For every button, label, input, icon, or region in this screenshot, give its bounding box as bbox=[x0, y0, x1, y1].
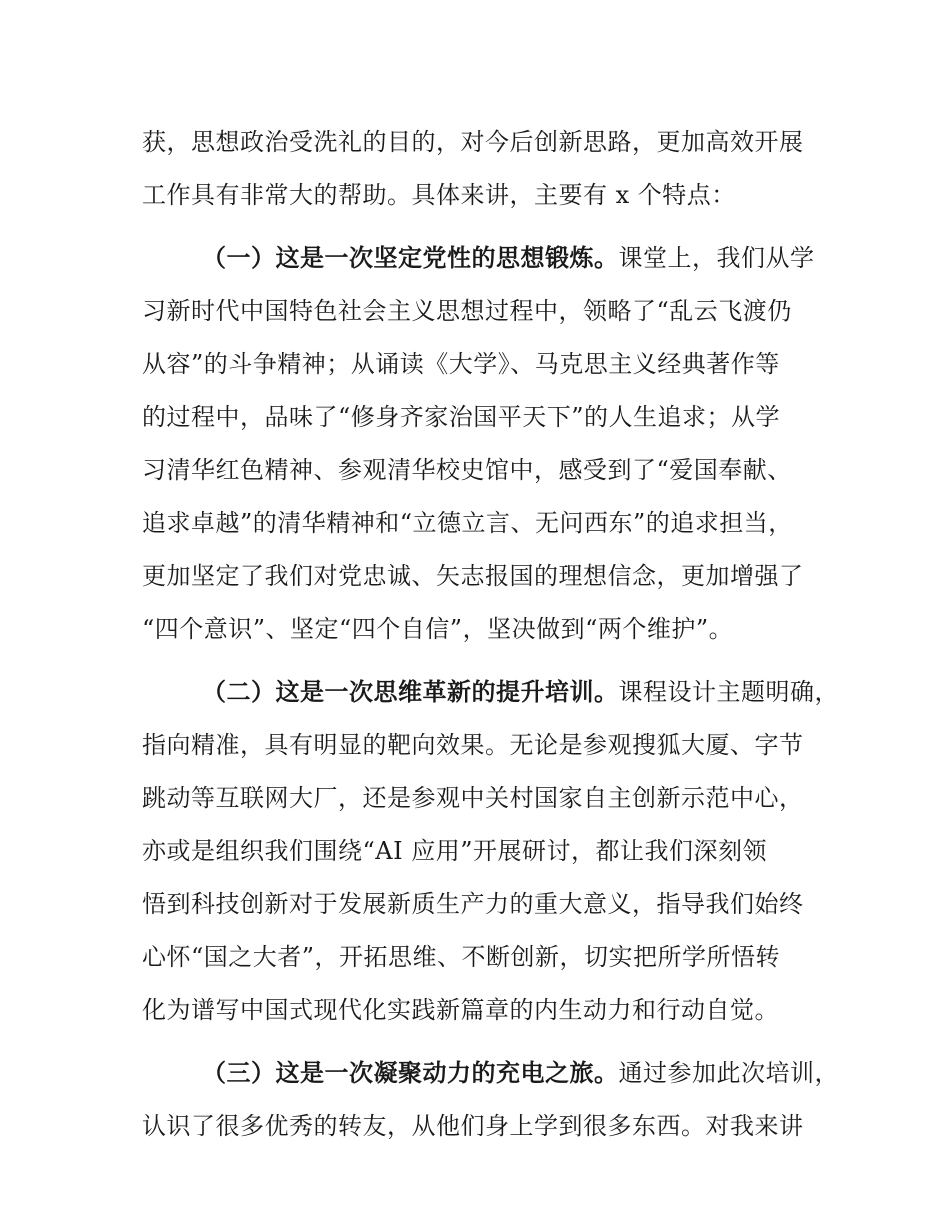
section-1-line: 从容”的斗争精神；从诵读《大学》、马克思主义经典著作等 bbox=[142, 350, 780, 378]
section-3-heading: （三）这是一次凝聚动力的充电之旅。 bbox=[202, 1059, 619, 1087]
section-2-line: 悟到科技创新对于发展新质生产力的重大意义，指导我们始终 bbox=[142, 890, 804, 918]
section-2-heading: （二）这是一次思维革新的提升培训。 bbox=[202, 678, 619, 706]
section-2-first-line-text: 课程设计主题明确， bbox=[618, 678, 839, 706]
section-2-line: 亦或是组织我们围绕“AI 应用”开展研讨，都让我们深刻领 bbox=[142, 837, 767, 865]
section-1-line: 更加坚定了我们对党忠诚、矢志报国的理想信念，更加增强了 bbox=[142, 562, 804, 590]
intro-line-1: 获，思想政治受洗礼的目的，对今后创新思路，更加高效开展 bbox=[142, 128, 804, 156]
section-2-line: 指向精准，具有明显的靶向效果。无论是参观搜狐大厦、字节 bbox=[142, 731, 804, 759]
section-3-line: 认识了很多优秀的转友，从他们身上学到很多东西。对我来讲 bbox=[142, 1112, 804, 1140]
section-1-line: 习新时代中国特色社会主义思想过程中，领略了“乱云飞渡仍 bbox=[142, 297, 792, 325]
section-1-first-line-text: 课堂上，我们从学 bbox=[618, 244, 815, 272]
section-1-line: 习清华红色精神、参观清华校史馆中，感受到了“爱国奉献、 bbox=[142, 456, 792, 484]
section-1-first-line bbox=[202, 243, 815, 273]
section-1-line: “四个意识”、坚定“四个自信”，坚决做到“两个维护”。 bbox=[142, 615, 734, 643]
section-1-heading: （一）这是一次坚定党性的思想锻炼。 bbox=[202, 244, 619, 272]
section-1-line: 的过程中，品味了“修身齐家治国平天下”的人生追求；从学 bbox=[142, 403, 781, 431]
section-3-first-line-text: 通过参加此次培训， bbox=[618, 1059, 839, 1087]
section-1-line: 追求卓越”的清华精神和“立德立言、无问西东”的追求担当， bbox=[142, 509, 793, 537]
section-2-line: 心怀“国之大者”，开拓思维、不断创新，切实把所学所悟转 bbox=[142, 943, 781, 971]
section-2-first-line bbox=[202, 677, 839, 707]
section-3-first-line bbox=[202, 1058, 839, 1088]
section-2-line: 跳动等互联网大厂，还是参观中关村国家自主创新示范中心， bbox=[142, 784, 804, 812]
intro-line-2: 工作具有非常大的帮助。具体来讲，主要有 x 个特点： bbox=[142, 181, 736, 209]
section-2-line: 化为谱写中国式现代化实践新篇章的内生动力和行动自觉。 bbox=[142, 996, 779, 1024]
